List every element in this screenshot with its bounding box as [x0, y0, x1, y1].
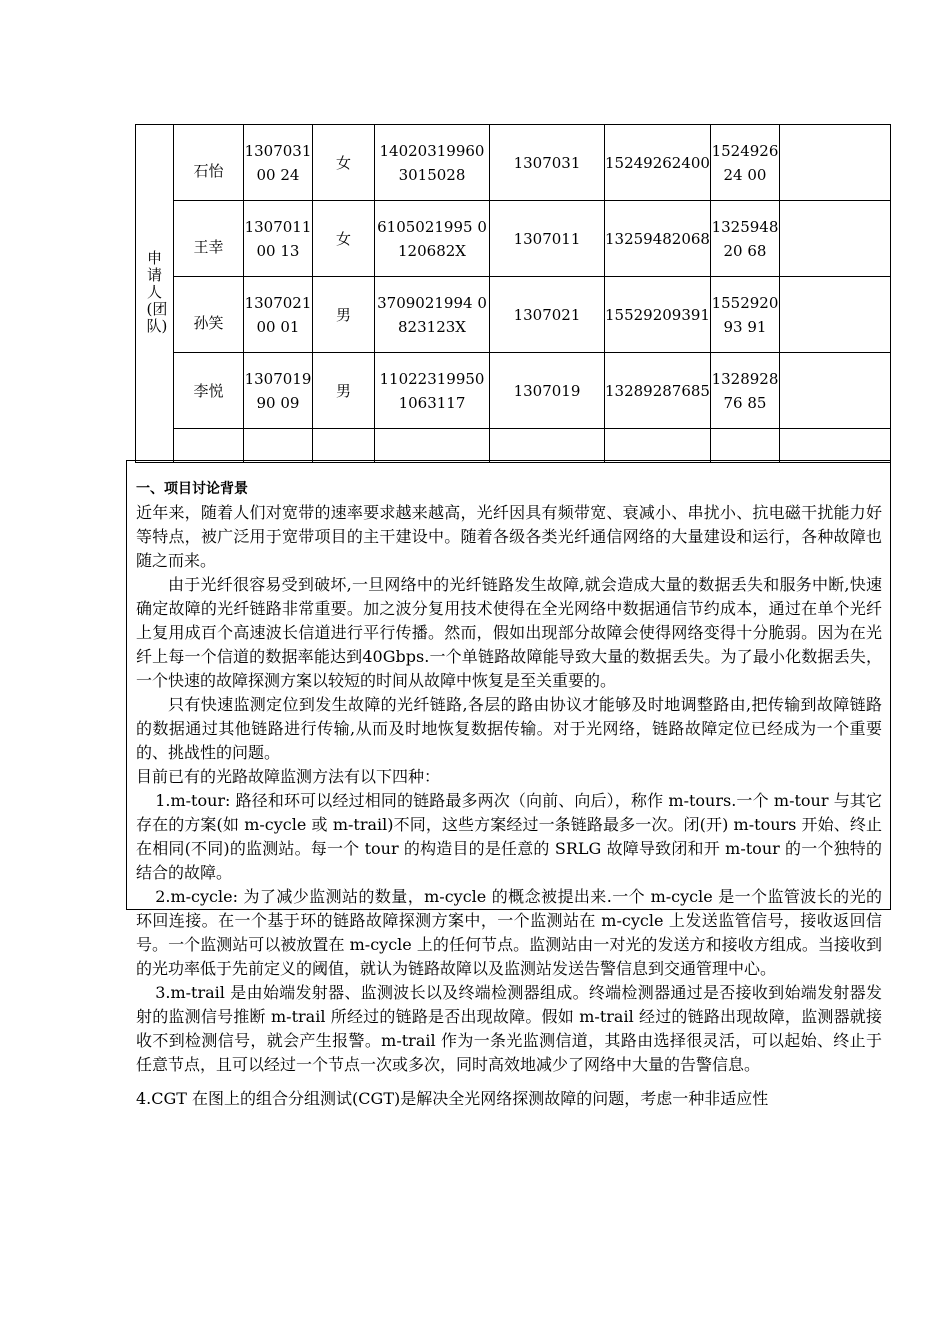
empty-cell	[780, 277, 891, 353]
side-label-cell	[136, 125, 174, 463]
empty-cell	[780, 353, 891, 429]
student-id: 130701990 09	[244, 353, 313, 429]
paragraph: 3.m-trail 是由始端发射器、监测波长以及终端检测器组成。终端检测器通过是否接收到始端发射器发射的监测信号推断 m-trail 所经过的链路是否出现故障。假如 m-trail 经过的链路出现故障，监测器就接收不到检测信号，就会产生报警。m-trail 作为一条光监测信道，其路由选择很灵活，可以起始、终止于任意节点，且可以经过一个节点一次或多次，同时高效地减少了网络中大量的告警信息。	[136, 983, 882, 1074]
paragraph: 由于光纤很容易受到破坏,一旦网络中的光纤链路发生故障,就会造成大量的数据丢失和服务中断,快速确定故障的光纤链路非常重要。加之波分复用技术使得在全光网络中数据通信节约成本，通过在单个光纤上复用成百个高速波长信道进行平行传播。然而，假如出现部分故障会使得网络变得十分脆弱。因为在光纤上每一个信道的数据率能达到40Gbps.一个单链路故障能导致大量的数据丢失。为了最小化数据丢失，一个快速的故障探测方案以较短的时间从故障中恢复是至关重要的。	[136, 575, 882, 690]
id-card: 3709021994 0823123X	[375, 277, 490, 353]
class-no: 1307021	[490, 277, 605, 353]
paragraph: 近年来，随着人们对宽带的速率要求越来越高，光纤因具有频带宽、衰减小、串扰小、抗电磁干扰能力好等特点，被广泛用于宽带项目的主干建设中。随着各级各类光纤通信网络的大量建设和运行，各种故障也随之而来。	[136, 503, 882, 570]
class-no: 1307031	[490, 125, 605, 201]
team-table	[135, 124, 891, 463]
phone-alt: 152492624 00	[711, 125, 780, 201]
member-name: 孙笑	[174, 277, 244, 353]
empty-cell	[780, 201, 891, 277]
table-row	[136, 201, 891, 277]
id-card: 6105021995 0120682X	[375, 201, 490, 277]
member-name: 李悦	[174, 353, 244, 429]
background-section	[126, 460, 891, 1108]
class-no: 1307011	[490, 201, 605, 277]
member-name: 王幸	[174, 201, 244, 277]
paragraph: 1.m-tour: 路径和环可以经过相同的链路最多两次（向前、向后），称作 m-tours.一个 m-tour 与其它存在的方案(如 m-cycle 或 m-trail)不同，这些方案经过一条链路最多一次。闭(开) m-tours 开始、终止在相同(不同)的监测站。每一个 tour 的构造目的是任意的 SRLG 故障导致闭和开 m-tour 的一个独特的结合的故障。	[136, 791, 882, 882]
phone-alt: 132594820 68	[711, 201, 780, 277]
phone: 13259482068	[605, 201, 711, 277]
id-card: 110223199501063117	[375, 353, 490, 429]
gender: 男	[313, 353, 375, 429]
id-card: 140203199603015028	[375, 125, 490, 201]
student-id: 130703100 24	[244, 125, 313, 201]
side-label: 申请人(团队)	[146, 248, 168, 335]
phone-alt: 132892876 85	[711, 353, 780, 429]
student-id: 130701100 13	[244, 201, 313, 277]
paragraph: 目前已有的光路故障监测方法有以下四种：	[136, 767, 441, 786]
student-id: 130702100 01	[244, 277, 313, 353]
paragraph: 只有快速监测定位到发生故障的光纤链路,各层的路由协议才能够及时地调整路由,把传输到故障链路的数据通过其他链路进行传输,从而及时地恢复数据传输。对于光网络，链路故障定位已经成为一个重要的、挑战性的问题。	[136, 695, 882, 762]
section-heading: 一、项目讨论背景	[136, 481, 248, 497]
class-no: 1307019	[490, 353, 605, 429]
phone: 15529209391	[605, 277, 711, 353]
member-name: 石怡	[174, 125, 244, 201]
table-row	[136, 277, 891, 353]
phone-alt: 155292093 91	[711, 277, 780, 353]
phone: 15249262400	[605, 125, 711, 201]
paragraph: 2.m-cycle: 为了减少监测站的数量，m-cycle 的概念被提出来.一个 m-cycle 是一个监管波长的光的环回连接。在一个基于环的链路故障探测方案中，一个监测站在 m-cycle 上发送监管信号，接收返回信号。一个监测站可以被放置在 m-cycle 上的任何节点。监测站由一对光的发送方和接收方组成。当接收到的光功率低于先前定义的阈值，就认为链路故障以及监测站发送告警信息到交通管理中心。	[136, 887, 882, 978]
phone: 13289287685	[605, 353, 711, 429]
table-row-empty	[136, 429, 891, 463]
gender: 女	[313, 201, 375, 277]
table-row	[136, 125, 891, 201]
table-row	[136, 353, 891, 429]
gender: 男	[313, 277, 375, 353]
gender: 女	[313, 125, 375, 201]
empty-cell	[780, 125, 891, 201]
paragraph: 4.CGT 在图上的组合分组测试(CGT)是解决全光网络探测故障的问题，考虑一种非适应性	[136, 1089, 769, 1108]
